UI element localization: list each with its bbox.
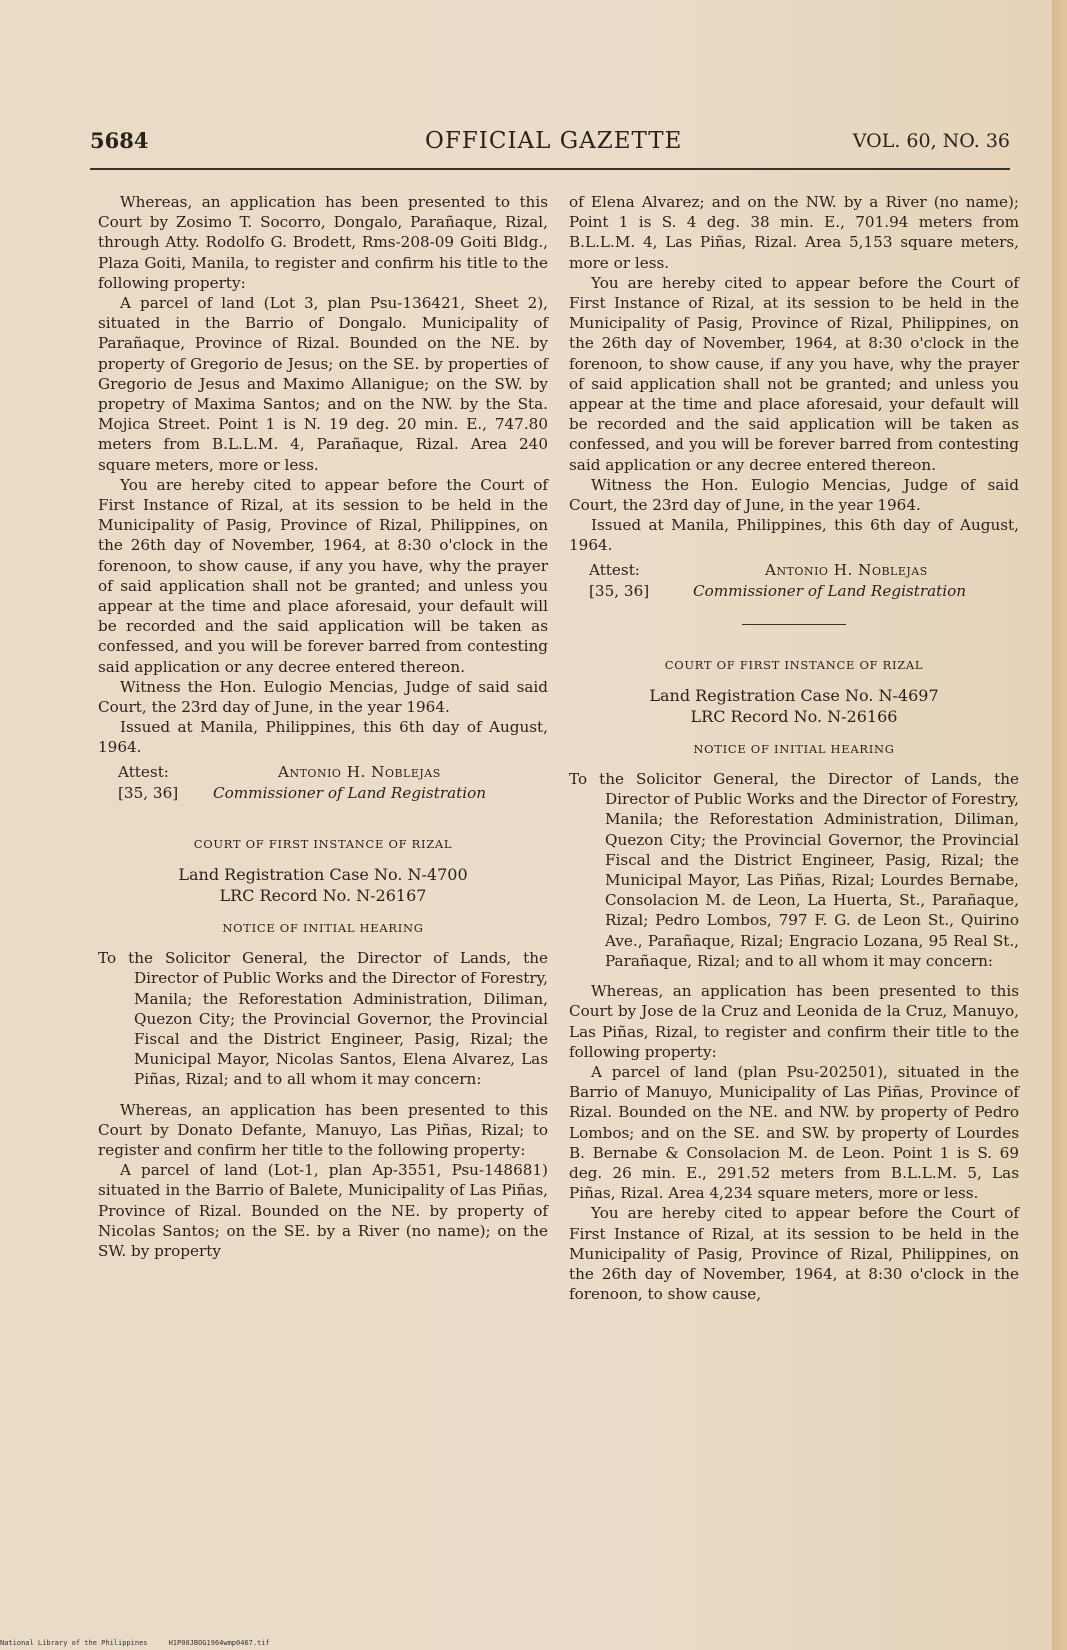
page-header — [90, 128, 1010, 158]
footer-file: H1P00JBOG1964wmp0467.tif — [168, 1639, 270, 1647]
attest-label: Attest: — [118, 762, 169, 781]
right-column — [569, 192, 1019, 1304]
paragraph: A parcel of land (Lot 3, plan Psu-136421, Sheet 2), situated in the Barrio of Dongalo. Municipality of Parañaque, Province of Rizal. Bounded on the NE. by property of Gregorio de Jesus; on the SE. by properties of Gregorio de Jesus and Maximo Allanigue; on the SW. by propetry of Maxima Santos; and on the NW. by the Sta. Mojica Street. Point 1 is N. 19 deg. 20 min. E., 747.80 meters from B.L.L.M. 4, Parañaque, Rizal. Area 240 square meters, more or less. — [98, 294, 548, 474]
paragraph: Whereas, an application has been presented to this Court by Jose de la Cruz and Leonida de la Cruz, Manuyo, Las Piñas, Rizal, to register and confirm their title to the following property: — [569, 982, 1019, 1061]
attest-title: Commissioner of Land Registration — [213, 783, 487, 802]
case-number: Land Registration Case No. N-4697 — [649, 685, 939, 705]
court-heading: COURT OF FIRST INSTANCE OF RIZAL — [664, 657, 924, 672]
scan-footer — [0, 1639, 270, 1647]
paragraph: Witness the Hon. Eulogio Mencias, Judge of said Court, the 23rd day of June, in the year 1964. — [569, 475, 1019, 515]
attest-reference: [35, 36] — [118, 783, 179, 802]
left-column — [98, 192, 548, 1261]
case-number: Land Registration Case No. N-4700 — [178, 864, 468, 884]
addressees: To the Solicitor General, the Director of Lands, the Director of Public Works and the Director of Forestry, Manila; the Reforestation Administration, Diliman, Quezon City; the Provincial Governor, the Provincial Fiscal and the District Engineer, Pasig, Rizal; the Municipal Mayor, Las Piñas, Rizal; Lourdes Bernabe, Consolacion M. de Leon, La Huerta, St., Parañaque, Rizal; Pedro Lombos, 797 F. G. de Leon St., Quirino Ave., Parañaque, Rizal; Engracio Lozana, 95 Real St., Parañaque, Rizal; and to all whom it may concern: — [569, 770, 1019, 970]
paragraph: A parcel of land (plan Psu-202501), situated in the Barrio of Manuyo, Municipality of Las Piñas, Province of Rizal. Bounded on the NE. and NW. by property of Pedro Lombos; and on the SE. and SW. by property of Lourdes B. Bernabe & Consolacion M. de Leon. Point 1 is S. 69 deg. 26 min. E., 291.52 meters from B.L.L.M. 5, Las Piñas, Rizal. Area 4,234 square meters, more or less. — [569, 1062, 1019, 1203]
attestation-block — [98, 762, 548, 804]
paragraph: Issued at Manila, Philippines, this 6th day of August, 1964. — [98, 718, 548, 757]
paragraph: Whereas, an application has been presented to this Court by Donato Defante, Manuyo, Las Piñas, Rizal; to register and confirm her title to the following property: — [98, 1100, 548, 1159]
page-number: 5684 — [90, 128, 149, 153]
attest-name: Antonio H. Noblejas — [278, 762, 441, 781]
attestation-block — [569, 560, 1019, 602]
volume-label: VOL. 60, NO. 36 — [852, 130, 1010, 152]
attest-name: Antonio H. Noblejas — [765, 560, 928, 579]
section-divider — [742, 624, 846, 625]
lrc-record-number: LRC Record No. N-26166 — [690, 706, 898, 726]
footer-library: National Library of the Philippines — [0, 1639, 148, 1647]
paragraph: You are hereby cited to appear before the Court of First Instance of Rizal, at its session to be held in the Municipality of Pasig, Province of Rizal, Philippines, on the 26th day of November, 1964, at 8:30 o'clock in the forenoon, to show cause, — [569, 1204, 1019, 1304]
header-rule — [90, 168, 1010, 170]
paragraph: You are hereby cited to appear before the Court of First Instance of Rizal, at its session to be held in the Municipality of Pasig, Province of Rizal, Philippines, on the 26th day of November, 1964, at 8:30 o'clock in the forenoon, to show cause, if any you have, why the prayer of said application shall not be granted; and unless you appear at the time and place aforesaid, your default will be recorded and the said application will be taken as confessed, and you will be forever barred from contesting said application or any decree entered thereon. — [569, 273, 1019, 474]
paragraph: Whereas, an application has been presented to this Court by Zosimo T. Socorro, Dongalo, Parañaque, Rizal, through Atty. Rodolfo G. Brodett, Rms-208-09 Goiti Bldg., Plaza Goiti, Manila, to register and confirm his title to the following property: — [98, 193, 548, 292]
attest-label: Attest: — [589, 560, 640, 579]
notice-heading: NOTICE OF INITIAL HEARING — [222, 920, 424, 935]
page-edge — [1052, 0, 1067, 1650]
lrc-record-number: LRC Record No. N-26167 — [219, 885, 427, 905]
notice-heading: NOTICE OF INITIAL HEARING — [693, 741, 895, 756]
attest-reference: [35, 36] — [589, 581, 650, 600]
attest-title: Commissioner of Land Registration — [693, 581, 967, 600]
gazette-title: OFFICIAL GAZETTE — [425, 128, 683, 154]
paragraph: Witness the Hon. Eulogio Mencias, Judge of said said Court, the 23rd day of June, in the year 1964. — [98, 677, 548, 717]
paragraph: You are hereby cited to appear before the Court of First Instance of Rizal, at its session to be held in the Municipality of Pasig, Province of Rizal, Philippines, on the 26th day of November, 1964, at 8:30 o'clock in the forenoon, to show cause, if any you have, why the prayer of said application shall not be granted; and unless you appear at the time and place aforesaid, your default will be recorded and the said application will be taken as confessed, and you will be forever barred from contesting said application or any decree entered thereon. — [98, 475, 548, 676]
court-heading: COURT OF FIRST INSTANCE OF RIZAL — [193, 836, 453, 851]
paragraph: of Elena Alvarez; and on the NW. by a River (no name); Point 1 is S. 4 deg. 38 min. E., 701.94 meters from B.L.L.M. 4, Las Piñas, Rizal. Area 5,153 square meters, more or less. — [569, 193, 1019, 272]
addressees: To the Solicitor General, the Director of Lands, the Director of Public Works and the Director of Forestry, Manila; the Reforestation Administration, Diliman, Quezon City; the Provincial Governor, the Provincial Fiscal and the District Engineer, Pasig, Rizal; the Municipal Mayor, Nicolas Santos, Elena Alvarez, Las Piñas, Rizal; and to all whom it may concern: — [98, 949, 548, 1089]
paragraph: Issued at Manila, Philippines, this 6th day of August, 1964. — [569, 516, 1019, 555]
paragraph: A parcel of land (Lot-1, plan Ap-3551, Psu-148681) situated in the Barrio of Balete, Municipality of Las Piñas, Province of Rizal. Bounded on the NE. by property of Nicolas Santos; on the SE. by a River (no name); on the SW. by property — [98, 1161, 548, 1260]
